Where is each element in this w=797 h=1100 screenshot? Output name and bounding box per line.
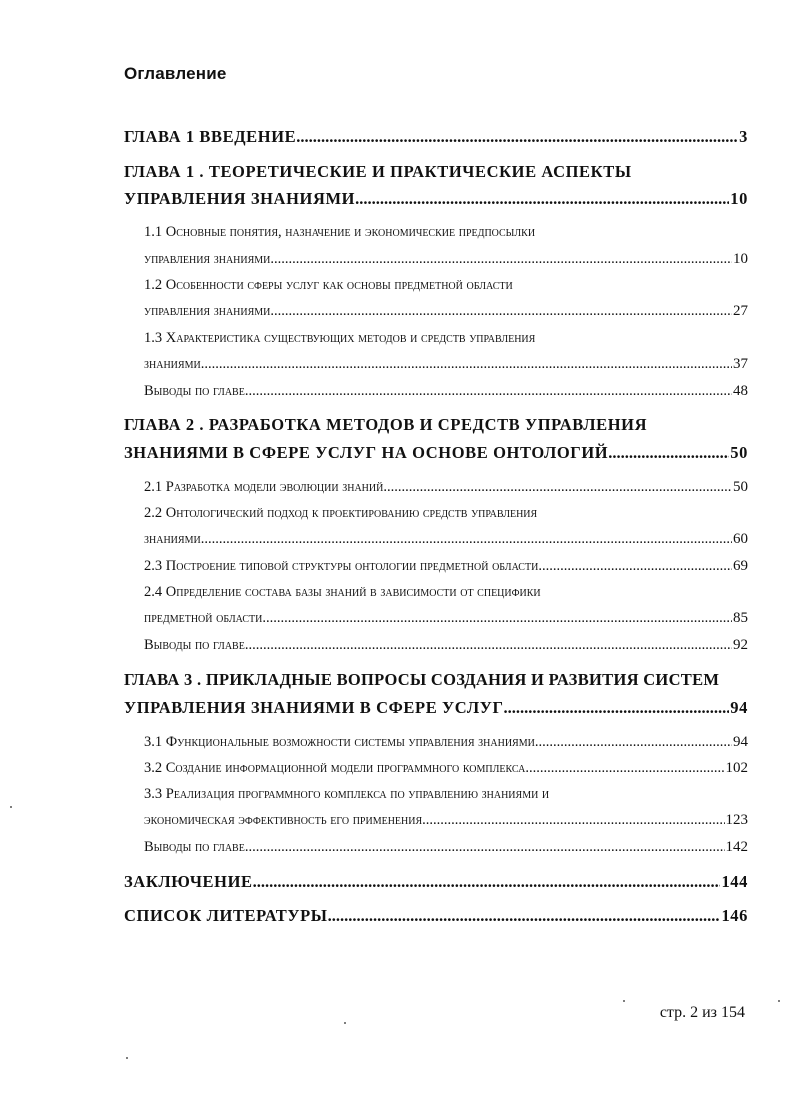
toc-page-number: 123 bbox=[725, 812, 748, 828]
dot-leader bbox=[355, 189, 729, 209]
toc-chapter-2-line-1[interactable] bbox=[124, 415, 748, 435]
dot-leader bbox=[245, 637, 732, 654]
toc-page-number: 94 bbox=[730, 698, 748, 717]
dot-leader bbox=[608, 443, 729, 463]
toc-entry-title: знаниями bbox=[144, 356, 201, 372]
toc-entry-title: УПРАВЛЕНИЯ ЗНАНИЯМИ bbox=[124, 189, 356, 208]
toc-section-2-2-line-2[interactable] bbox=[144, 531, 748, 548]
scan-speck bbox=[778, 1000, 780, 1002]
toc-entry-title: ГЛАВА 1 . ТЕОРЕТИЧЕСКИЕ И ПРАКТИЧЕСКИЕ АСПЕКТЫ bbox=[124, 162, 632, 181]
toc-entry-title: Выводы по главе bbox=[144, 383, 245, 399]
toc-entry-title: знаниями bbox=[144, 531, 201, 547]
dot-leader bbox=[538, 558, 732, 575]
toc-entry-title: ГЛАВА 1 ВВЕДЕНИЕ bbox=[124, 127, 297, 146]
toc-chapter-1-conclusions[interactable] bbox=[144, 383, 748, 400]
toc-entry-title: 2.4 Определение состава базы знаний в зависимости от специфики bbox=[144, 584, 541, 600]
toc-section-2-4-line-1[interactable] bbox=[144, 584, 748, 601]
toc-entry-title: предметной области bbox=[144, 610, 263, 626]
toc-section-1-2-line-1[interactable] bbox=[144, 277, 748, 294]
toc-page-number: 142 bbox=[725, 839, 748, 855]
dot-leader bbox=[270, 303, 732, 320]
toc-entry-title: 1.3 Характеристика существующих методов и средств управления bbox=[144, 330, 536, 346]
toc-page-number: 146 bbox=[721, 906, 748, 925]
page-footer-number: стр. 2 из 154 bbox=[659, 1004, 745, 1021]
dot-leader bbox=[245, 839, 725, 856]
dot-leader bbox=[504, 698, 730, 718]
toc-page-number: 92 bbox=[733, 637, 748, 653]
toc-page-number: 50 bbox=[733, 479, 748, 495]
dot-leader bbox=[262, 610, 732, 627]
toc-section-2-1[interactable] bbox=[144, 479, 748, 496]
toc-entry-conclusion[interactable] bbox=[124, 872, 748, 892]
toc-entry-title: 3.3 Реализация программного комплекса по управлению знаниями и bbox=[144, 786, 550, 802]
toc-chapter-3-line-1[interactable] bbox=[124, 670, 754, 690]
toc-section-3-2[interactable] bbox=[144, 760, 748, 777]
toc-section-1-1-line-1[interactable] bbox=[144, 224, 748, 241]
dot-leader bbox=[253, 872, 721, 892]
toc-entry-title: ЗНАНИЯМИ В СФЕРЕ УСЛУГ НА ОСНОВЕ ОНТОЛОГИЙ bbox=[124, 443, 609, 462]
toc-entry-title: 3.1 Функциональные возможности системы управления знаниями bbox=[144, 734, 535, 750]
toc-heading: Оглавление bbox=[124, 64, 227, 83]
toc-page-number: 144 bbox=[721, 872, 748, 891]
dot-leader bbox=[270, 251, 732, 268]
dot-leader bbox=[535, 734, 732, 751]
dot-leader bbox=[422, 812, 724, 829]
dot-leader bbox=[296, 127, 738, 147]
scan-speck bbox=[126, 1057, 128, 1059]
dot-leader bbox=[328, 906, 721, 926]
toc-section-1-2-line-2[interactable] bbox=[144, 303, 748, 320]
scan-speck bbox=[344, 1022, 346, 1024]
toc-page-number: 60 bbox=[733, 531, 748, 547]
dot-leader bbox=[201, 531, 732, 548]
toc-chapter-2-line-2[interactable] bbox=[124, 443, 748, 463]
toc-entry-title: 2.3 Построение типовой структуры онтологии предметной области bbox=[144, 558, 539, 574]
toc-entry-title: 3.2 Создание информационной модели программного комплекса bbox=[144, 760, 526, 776]
toc-page-number: 94 bbox=[733, 734, 748, 750]
toc-page-number: 102 bbox=[725, 760, 748, 776]
dot-leader bbox=[245, 383, 732, 400]
toc-section-1-3-line-2[interactable] bbox=[144, 356, 748, 373]
toc-section-2-2-line-1[interactable] bbox=[144, 505, 748, 522]
toc-chapter-3-conclusions[interactable] bbox=[144, 839, 748, 856]
toc-entry-introduction[interactable] bbox=[124, 127, 748, 147]
toc-section-3-1[interactable] bbox=[144, 734, 748, 751]
dot-leader bbox=[525, 760, 724, 777]
toc-page-number: 37 bbox=[733, 356, 748, 372]
toc-page-number: 69 bbox=[733, 558, 748, 574]
toc-page-number: 10 bbox=[733, 251, 748, 267]
toc-section-2-4-line-2[interactable] bbox=[144, 610, 748, 627]
toc-entry-title: Выводы по главе bbox=[144, 637, 245, 653]
toc-page-number: 85 bbox=[733, 610, 748, 626]
toc-section-3-3-line-2[interactable] bbox=[144, 812, 748, 829]
toc-entry-title: 2.2 Онтологический подход к проектированию средств управления bbox=[144, 505, 538, 521]
toc-page-number: 48 bbox=[733, 383, 748, 399]
toc-chapter-3-line-2[interactable] bbox=[124, 698, 748, 718]
toc-entry-title: Выводы по главе bbox=[144, 839, 245, 855]
toc-page-number: 3 bbox=[739, 127, 748, 146]
toc-section-2-3[interactable] bbox=[144, 558, 748, 575]
dot-leader bbox=[201, 356, 732, 373]
toc-entry-title: управления знаниями bbox=[144, 251, 271, 267]
toc-page-number: 27 bbox=[733, 303, 748, 319]
toc-section-1-1-line-2[interactable] bbox=[144, 251, 748, 268]
toc-entry-title: экономическая эффективность его применения bbox=[144, 812, 423, 828]
toc-chapter-1-line-1[interactable] bbox=[124, 162, 748, 182]
toc-entry-title: управления знаниями bbox=[144, 303, 271, 319]
toc-entry-title: ГЛАВА 3 . ПРИКЛАДНЫЕ ВОПРОСЫ СОЗДАНИЯ И РАЗВИТИЯ СИСТЕМ bbox=[124, 670, 720, 689]
toc-page-number: 50 bbox=[730, 443, 748, 462]
toc-chapter-2-conclusions[interactable] bbox=[144, 637, 748, 654]
toc-entry-title: УПРАВЛЕНИЯ ЗНАНИЯМИ В СФЕРЕ УСЛУГ bbox=[124, 698, 504, 717]
toc-entry-title: СПИСОК ЛИТЕРАТУРЫ bbox=[124, 906, 328, 925]
toc-section-3-3-line-1[interactable] bbox=[144, 786, 748, 803]
toc-entry-title: 1.1 Основные понятия, назначение и экономические предпосылки bbox=[144, 224, 536, 240]
dot-leader bbox=[383, 479, 732, 496]
toc-entry-title: 2.1 Разработка модели эволюции знаний bbox=[144, 479, 384, 495]
toc-chapter-1-line-2[interactable] bbox=[124, 189, 748, 209]
toc-entry-title: ГЛАВА 2 . РАЗРАБОТКА МЕТОДОВ И СРЕДСТВ УПРАВЛЕНИЯ bbox=[124, 415, 648, 434]
toc-section-1-3-line-1[interactable] bbox=[144, 330, 748, 347]
toc-entry-title: 1.2 Особенности сферы услуг как основы предметной области bbox=[144, 277, 513, 293]
toc-page-number: 10 bbox=[730, 189, 748, 208]
toc-entry-title: ЗАКЛЮЧЕНИЕ bbox=[124, 872, 253, 891]
scan-speck bbox=[10, 806, 12, 808]
scan-speck bbox=[623, 1000, 625, 1002]
toc-entry-references[interactable] bbox=[124, 906, 748, 926]
